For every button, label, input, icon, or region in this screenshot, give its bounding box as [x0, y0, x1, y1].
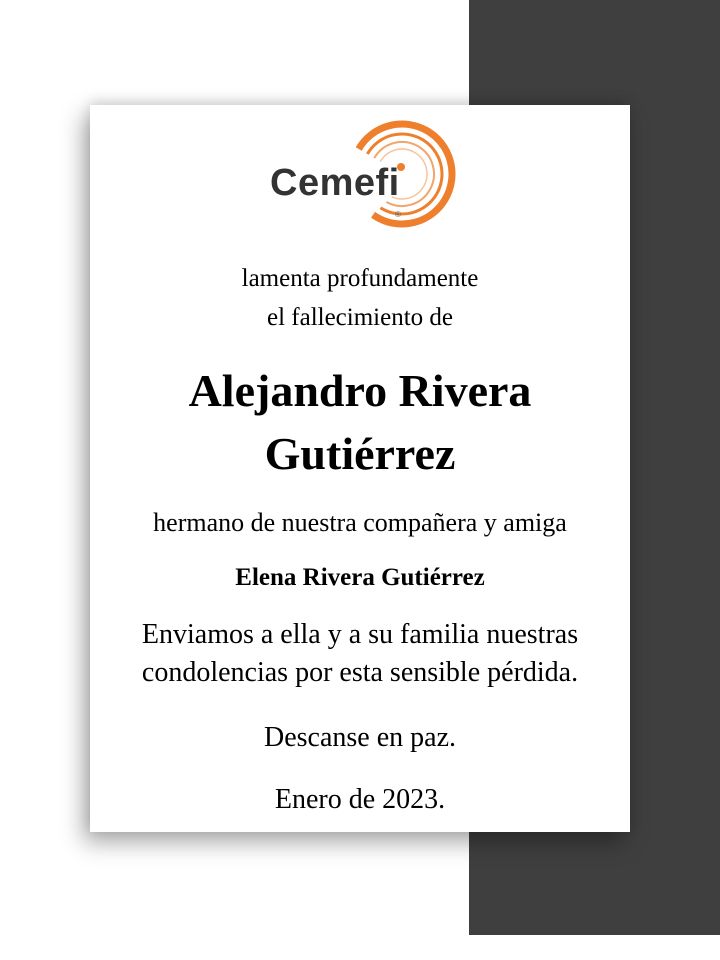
intro-line-2: el fallecimiento de — [266, 304, 454, 331]
cemefi-logo — [262, 118, 462, 230]
colleague-name: Elena Rivera Gutiérrez — [235, 564, 485, 591]
logo-wordmark: Cemefi — [270, 162, 400, 204]
message-line-2: condolencias por esta sensible pérdida. — [141, 657, 579, 688]
deceased-name-line-2: Gutiérrez — [264, 428, 456, 479]
registered-mark: ® — [395, 210, 401, 219]
farewell-text: Descanse en paz. — [263, 722, 456, 753]
message-line-1: Enviamos a ella y a su familia nuestras — [141, 619, 579, 650]
date-text: Enero de 2023. — [274, 784, 446, 815]
relation-text: hermano de nuestra compañera y amiga — [153, 508, 567, 537]
deceased-name-line-1: Alejandro Rivera — [188, 365, 532, 416]
intro-line-1: lamenta profundamente — [241, 265, 479, 292]
